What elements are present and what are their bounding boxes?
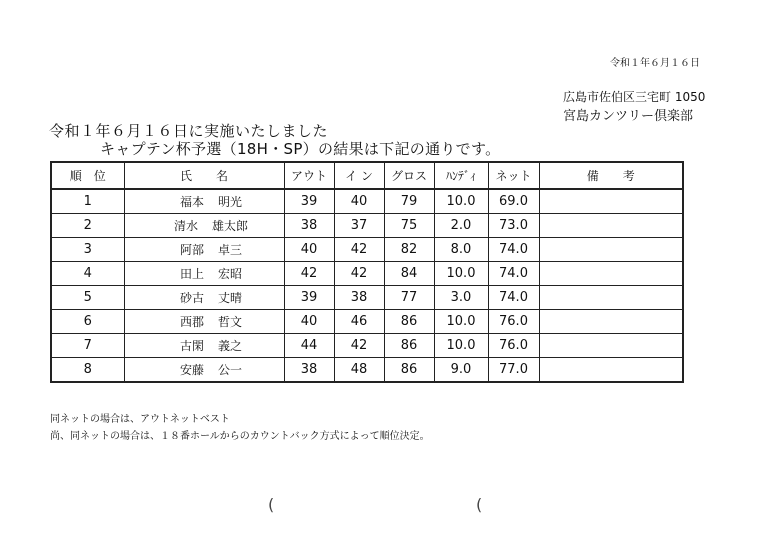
header-in: イ ン <box>334 162 384 189</box>
given-name: 公一 <box>217 363 242 377</box>
gross-cell: 77 <box>384 286 434 310</box>
club-address: 広島市佐伯区三宅町 1050 <box>563 90 706 104</box>
header-net: ネット <box>488 162 539 189</box>
remarks-cell <box>539 238 683 262</box>
net-cell: 69.0 <box>488 189 539 214</box>
table-row <box>51 262 683 286</box>
remarks-cell <box>539 358 683 383</box>
given-name: 哲文 <box>217 315 242 329</box>
table-row <box>51 238 683 262</box>
out-cell: 38 <box>284 358 334 383</box>
given-name: 丈晴 <box>217 291 242 305</box>
rank-cell: 4 <box>51 262 124 286</box>
out-cell: 39 <box>284 286 334 310</box>
table-row <box>51 358 683 383</box>
rank-cell: 1 <box>51 189 124 214</box>
surname: 阿部 <box>179 243 204 257</box>
in-cell: 48 <box>334 358 384 383</box>
remarks-cell <box>539 189 683 214</box>
name-cell <box>124 286 284 310</box>
in-cell: 42 <box>334 238 384 262</box>
in-cell: 46 <box>334 310 384 334</box>
name-cell <box>124 358 284 383</box>
in-cell: 42 <box>334 334 384 358</box>
net-cell: 74.0 <box>488 238 539 262</box>
header-remarks: 備 考 <box>539 162 683 189</box>
given-name: 義之 <box>217 339 242 353</box>
out-cell: 44 <box>284 334 334 358</box>
header-rank: 順 位 <box>51 162 124 189</box>
out-cell: 38 <box>284 214 334 238</box>
in-cell: 40 <box>334 189 384 214</box>
gross-cell: 84 <box>384 262 434 286</box>
net-cell: 77.0 <box>488 358 539 383</box>
surname: 古閑 <box>179 339 204 353</box>
out-cell: 39 <box>284 189 334 214</box>
table-row <box>51 334 683 358</box>
handicap-cell: 10.0 <box>434 310 488 334</box>
club-name: 宮島カンツリー倶楽部 <box>563 109 694 124</box>
gross-cell: 86 <box>384 310 434 334</box>
name-cell <box>124 262 284 286</box>
handicap-cell: 10.0 <box>434 334 488 358</box>
remarks-cell <box>539 310 683 334</box>
surname: 田上 <box>179 267 204 281</box>
rank-cell: 2 <box>51 214 124 238</box>
header-handicap: ﾊﾝﾃﾞｨ <box>434 162 488 189</box>
name-cell <box>124 310 284 334</box>
gross-cell: 82 <box>384 238 434 262</box>
remarks-cell <box>539 286 683 310</box>
out-cell: 42 <box>284 262 334 286</box>
intro-line-2: キャプテン杯予選（18H・SP）の結果は下記の通りです。 <box>100 140 501 158</box>
in-cell: 42 <box>334 262 384 286</box>
handicap-cell: 3.0 <box>434 286 488 310</box>
header-gross: グロス <box>384 162 434 189</box>
header-out: アウト <box>284 162 334 189</box>
remarks-cell <box>539 262 683 286</box>
header-name: 氏 名 <box>124 162 284 189</box>
handicap-cell: 8.0 <box>434 238 488 262</box>
intro-line-1: 令和１年６月１６日に実施いたしました <box>49 122 329 140</box>
net-cell: 73.0 <box>488 214 539 238</box>
name-cell <box>124 214 284 238</box>
handicap-cell: 2.0 <box>434 214 488 238</box>
handicap-cell: 9.0 <box>434 358 488 383</box>
binding-hole-mark-left: ( <box>268 495 275 514</box>
handicap-cell: 10.0 <box>434 189 488 214</box>
table-header-row <box>51 162 683 189</box>
tiebreak-note-1: 同ネットの場合は、アウトネットベスト <box>50 414 230 425</box>
given-name: 明光 <box>217 195 242 209</box>
surname: 砂古 <box>179 291 204 305</box>
gross-cell: 75 <box>384 214 434 238</box>
out-cell: 40 <box>284 310 334 334</box>
name-cell <box>124 238 284 262</box>
handicap-cell: 10.0 <box>434 262 488 286</box>
table-row <box>51 189 683 214</box>
rank-cell: 7 <box>51 334 124 358</box>
table-row <box>51 214 683 238</box>
surname: 安藤 <box>179 363 204 377</box>
tiebreak-note-2: 尚、同ネットの場合は、１８番ホールからのカウントバック方式によって順位決定。 <box>50 431 430 442</box>
given-name: 雄太郎 <box>211 219 248 233</box>
remarks-cell <box>539 214 683 238</box>
remarks-cell <box>539 334 683 358</box>
results-table <box>50 161 684 383</box>
net-cell: 74.0 <box>488 262 539 286</box>
gross-cell: 79 <box>384 189 434 214</box>
document-date: 令和１年６月１６日 <box>610 58 700 69</box>
name-cell <box>124 334 284 358</box>
rank-cell: 5 <box>51 286 124 310</box>
given-name: 宏昭 <box>217 267 242 281</box>
in-cell: 38 <box>334 286 384 310</box>
rank-cell: 3 <box>51 238 124 262</box>
gross-cell: 86 <box>384 358 434 383</box>
net-cell: 76.0 <box>488 334 539 358</box>
rank-cell: 8 <box>51 358 124 383</box>
surname: 西郡 <box>179 315 204 329</box>
surname: 清水 <box>173 219 198 233</box>
gross-cell: 86 <box>384 334 434 358</box>
in-cell: 37 <box>334 214 384 238</box>
table-row <box>51 310 683 334</box>
out-cell: 40 <box>284 238 334 262</box>
table-row <box>51 286 683 310</box>
rank-cell: 6 <box>51 310 124 334</box>
net-cell: 74.0 <box>488 286 539 310</box>
surname: 福本 <box>179 195 204 209</box>
binding-hole-mark-right: ( <box>476 495 483 514</box>
name-cell <box>124 189 284 214</box>
given-name: 卓三 <box>217 243 242 257</box>
net-cell: 76.0 <box>488 310 539 334</box>
